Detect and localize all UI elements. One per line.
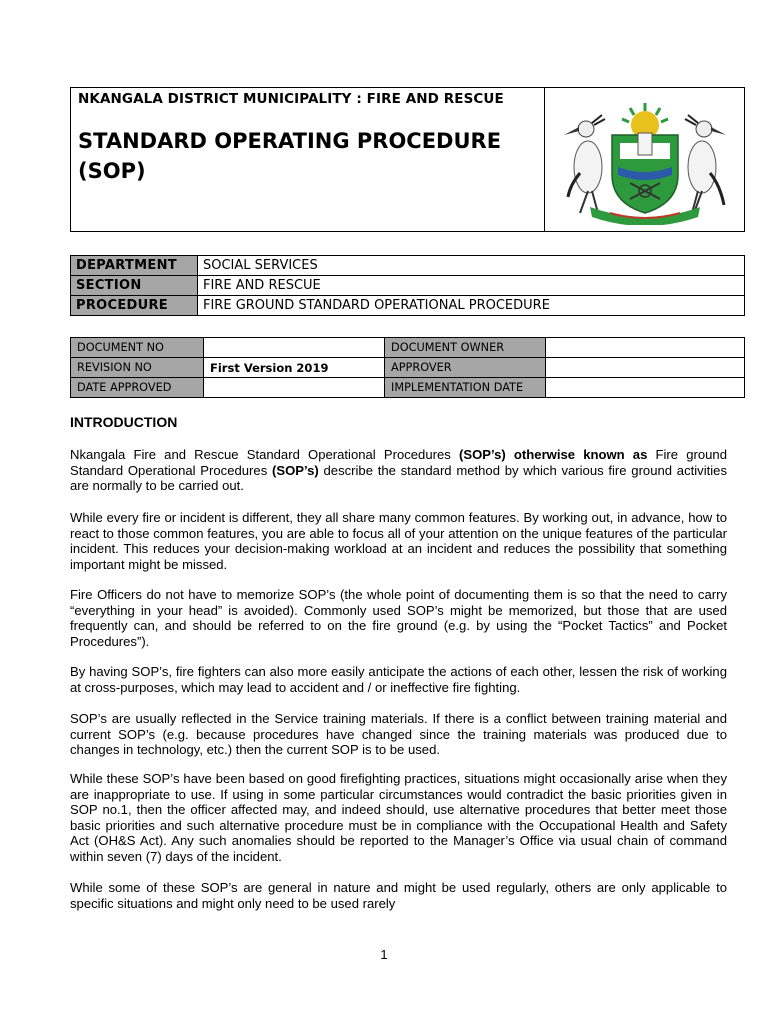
coat-of-arms-icon <box>550 95 740 225</box>
table-row <box>71 338 745 358</box>
document-owner-label: DOCUMENT OWNER <box>385 338 546 358</box>
introduction-heading: INTRODUCTION <box>70 414 178 430</box>
header-title-cell <box>71 88 545 231</box>
right-bird-icon <box>685 115 726 213</box>
approver-value <box>546 358 745 378</box>
document-owner-value <box>546 338 745 358</box>
sop-title-line2: (SOP) <box>78 159 146 183</box>
page-number: 1 <box>380 947 388 962</box>
intro-paragraph-3: Fire Officers do not have to memorize SOP’s (the whole point of documenting them is so that the need to carry “everything in your head” is avoided). Commonly used SOP’s might be memorized, but those that are used frequently can, and should be referred to on the fire ground (e.g. by using the “Pocket Tactics” and Pocket Procedures”). <box>70 587 727 649</box>
intro-paragraph-7: While some of these SOP’s are general in nature and might be used regularly, others are only applicable to specific situations and might only need to be used rarely <box>70 880 727 911</box>
intro-paragraph-6: While these SOP’s have been based on good firefighting practices, situations might occasionally arise when they are inappropriate to use. If using in some particular circumstances would contradict the basic priorities given in SOP no.1, then the officer affected may, and indeed should, use alternative procedures that better meet those basic priorities and such alternative procedure must be in compliance with the Occupational Health and Safety Act (OH&S Act). Any such anomalies should be reported to the Manager’s Office via usual chain of command within seven (7) days of the incident. <box>70 771 727 864</box>
revision-no-value: First Version 2019 <box>204 358 385 378</box>
document-info-table <box>70 337 745 398</box>
document-no-label: DOCUMENT NO <box>71 338 204 358</box>
intro-paragraph-4: By having SOP’s, fire fighters can also more easily anticipate the actions of each other, lessen the risk of working at cross-purposes, which may lead to accident and / or ineffective fire fighting. <box>70 664 727 695</box>
revision-no-label: REVISION NO <box>71 358 204 378</box>
section-value: FIRE AND RESCUE <box>198 276 745 296</box>
shield-icon <box>612 133 678 213</box>
table-row <box>71 378 745 398</box>
implementation-date-value <box>546 378 745 398</box>
section-label: SECTION <box>71 276 198 296</box>
department-table <box>70 255 745 316</box>
department-value: SOCIAL SERVICES <box>198 256 745 276</box>
intro-paragraph-1 <box>70 447 727 494</box>
approver-label: APPROVER <box>385 358 546 378</box>
p1-text-b: (SOP’s) otherwise known as <box>458 447 648 462</box>
p1-text-d: (SOP’s) <box>271 462 319 478</box>
document-no-value <box>204 338 385 358</box>
department-label: DEPARTMENT <box>71 256 198 276</box>
municipality-name: NKANGALA DISTRICT MUNICIPALITY : FIRE AND RESCUE <box>78 91 504 107</box>
sop-title-line1: STANDARD OPERATING PROCEDURE <box>78 129 502 153</box>
left-bird-icon <box>564 115 605 213</box>
procedure-value: FIRE GROUND STANDARD OPERATIONAL PROCEDURE <box>198 296 745 316</box>
p1-text-c: Fire ground Standard Operational Procedures <box>70 447 727 478</box>
date-approved-label: DATE APPROVED <box>71 378 204 398</box>
logo-cell <box>545 88 744 231</box>
date-approved-value <box>204 378 385 398</box>
intro-paragraph-2: While every fire or incident is different, they all share many common features. By working out, in advance, how to react to those common features, you are able to focus all of your attention on the unique features of the particular incident. This reduces your decision-making workload at an incident and reduces the possibility that something important might be missed. <box>70 510 727 572</box>
sop-title <box>78 126 537 186</box>
header-box <box>70 87 745 232</box>
table-row <box>71 296 745 316</box>
table-row <box>71 358 745 378</box>
p1-text-e: describe the standard method by which various fire ground activities are normally to be carried out. <box>70 462 727 494</box>
implementation-date-label: IMPLEMENTATION DATE <box>385 378 546 398</box>
procedure-label: PROCEDURE <box>71 296 198 316</box>
intro-paragraph-5: SOP’s are usually reflected in the Service training materials. If there is a conflict between training material and current SOP’s (e.g. because procedures have changed since the training materials was produced due to changes in technology, etc.) then the current SOP is to be used. <box>70 711 727 758</box>
table-row <box>71 256 745 276</box>
table-row <box>71 276 745 296</box>
p1-text-a: Nkangala Fire and Rescue Standard Operational Procedures <box>70 447 459 462</box>
